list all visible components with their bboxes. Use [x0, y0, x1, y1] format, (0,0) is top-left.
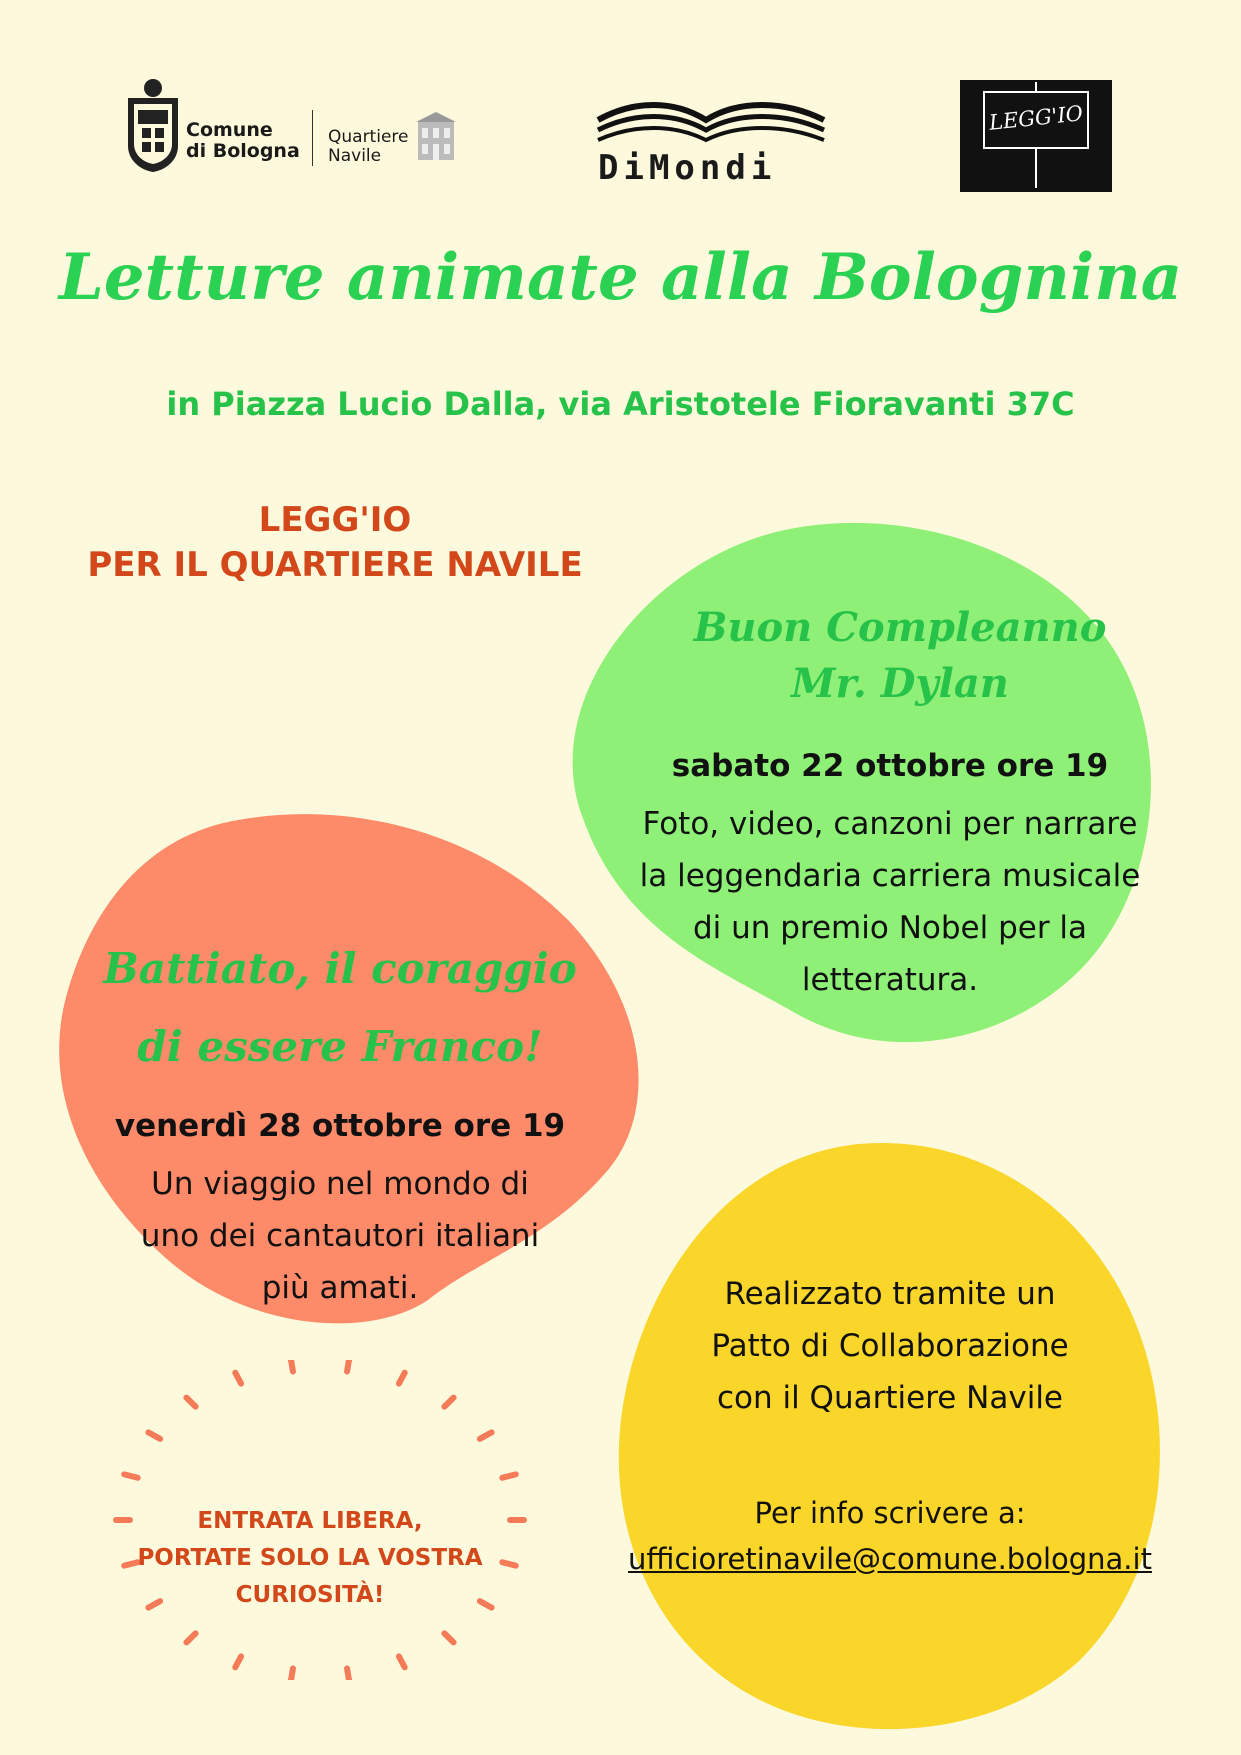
event-battiato-title: [60, 930, 620, 1086]
leggio-logo-text: LEGG'IO: [987, 101, 1085, 135]
burst-dash: [347, 1668, 349, 1680]
event-title-line: Mr. Dylan: [791, 660, 1009, 707]
comune-name: [186, 120, 300, 162]
description-line: uno dei cantautori italiani: [140, 1218, 540, 1254]
free-entry-line: CURIOSITÀ!: [235, 1582, 385, 1608]
event-title-line: di essere Franco!: [137, 1022, 543, 1071]
event-battiato-description: [60, 1158, 620, 1314]
dimondi-book-icon: [594, 100, 828, 144]
yellow-blob: [610, 1140, 1180, 1740]
leggio-stand-icon: [960, 80, 1112, 192]
burst-dash: [186, 1633, 195, 1642]
contact-info: [590, 1490, 1190, 1582]
comune-line2: di Bologna: [186, 140, 300, 162]
description-line: più amati.: [261, 1270, 419, 1306]
event-dylan-date: sabato 22 ottobre ore 19: [671, 748, 1109, 784]
quartiere-line2: Navile: [328, 146, 382, 166]
burst-dash: [148, 1432, 160, 1438]
page-title: Letture animate alla Bolognina: [58, 240, 1183, 315]
event-dylan-title: [640, 600, 1160, 712]
burst-dash: [502, 1474, 515, 1477]
logo-divider: [312, 110, 313, 166]
burst-dash: [399, 1656, 405, 1667]
burst-dash: [444, 1398, 453, 1407]
description-line: letteratura.: [801, 962, 979, 998]
email-link[interactable]: ufficioretinavile@comune.bologna.it: [628, 1542, 1152, 1576]
collaboration-text: [590, 1268, 1190, 1424]
burst-dash: [444, 1633, 453, 1642]
burst-dash: [235, 1373, 241, 1384]
burst-dash: [399, 1373, 405, 1384]
dimondi-logo-text: DiMondi: [598, 148, 777, 188]
organizer-line2: PER IL QUARTIERE NAVILE: [87, 545, 583, 585]
coat-of-arms-icon: [120, 76, 186, 172]
collaboration-line: Patto di Collaborazione: [711, 1328, 1069, 1364]
description-line: Un viaggio nel mondo di: [151, 1166, 529, 1202]
quartiere-name: [328, 128, 408, 166]
quartiere-line1: Quartiere: [328, 127, 409, 147]
free-entry-line: PORTATE SOLO LA VOSTRA: [137, 1545, 483, 1571]
burst-dash: [480, 1432, 492, 1438]
event-title-line: Battiato, il coraggio: [103, 944, 577, 993]
burst-dash: [291, 1360, 293, 1372]
burst-dash: [291, 1668, 293, 1680]
burst-dash: [124, 1474, 137, 1477]
description-line: la leggendaria carriera musicale: [639, 858, 1141, 894]
free-entry-notice: [100, 1503, 520, 1614]
info-label: Per info scrivere a:: [754, 1496, 1026, 1530]
free-entry-line: ENTRATA LIBERA,: [197, 1508, 423, 1534]
organizer-heading: [0, 498, 670, 588]
leggio-logo: [960, 80, 1112, 192]
comune-line1: Comune: [186, 119, 273, 141]
description-line: di un premio Nobel per la: [692, 910, 1088, 946]
burst-dash: [235, 1656, 241, 1667]
description-line: Foto, video, canzoni per narrare: [642, 806, 1138, 842]
location-subtitle: in Piazza Lucio Dalla, via Aristotele Fioravanti 37C: [166, 385, 1075, 423]
burst-dash: [186, 1398, 195, 1407]
event-title-line: Buon Compleanno: [693, 604, 1107, 651]
collaboration-line: con il Quartiere Navile: [716, 1380, 1064, 1416]
organizer-line1: LEGG'IO: [258, 500, 412, 540]
event-battiato-date: venerdì 28 ottobre ore 19: [114, 1108, 566, 1144]
event-dylan-description: [590, 798, 1190, 1006]
collaboration-line: Realizzato tramite un: [724, 1276, 1056, 1312]
burst-dash: [347, 1360, 349, 1372]
building-icon: [416, 112, 456, 162]
